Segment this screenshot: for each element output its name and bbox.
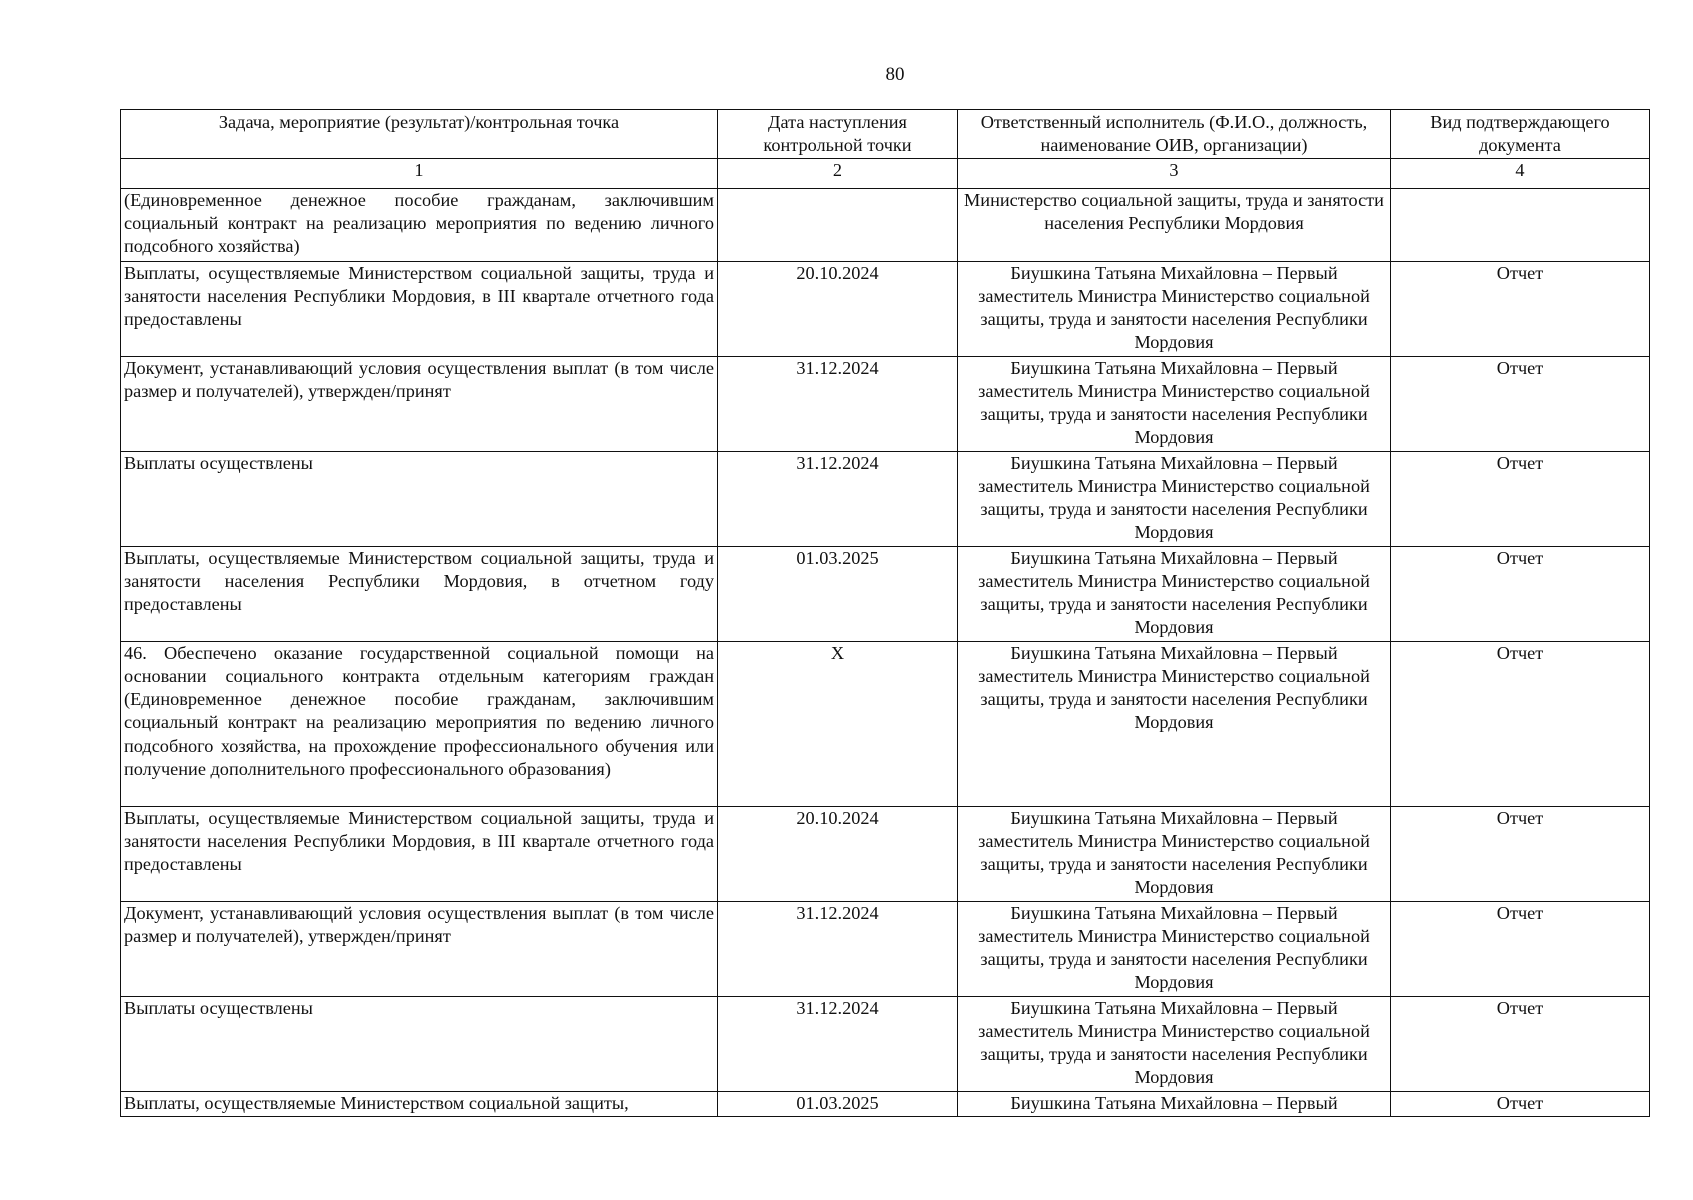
task-cell: Выплаты осуществлены [121, 451, 718, 546]
responsible-cell: Биушкина Татьяна Михайловна – Первый заместитель Министра Министерство социальной защиты, труда и занятости населения Республики Мордовия [958, 901, 1391, 996]
date-cell: 31.12.2024 [718, 451, 958, 546]
table-row [121, 451, 1650, 546]
document-type-cell: Отчет [1391, 996, 1650, 1091]
responsible-cell: Биушкина Татьяна Михайловна – Первый заместитель Министра Министерство социальной защиты, труда и занятости населения Республики Мордовия [958, 806, 1391, 901]
column-number-row [121, 158, 1650, 188]
task-cell: Выплаты, осуществляемые Министерством социальной защиты, труда и занятости населения Республики Мордовия, в отчетном году предоставлены [121, 546, 718, 641]
document-type-cell: Отчет [1391, 806, 1650, 901]
table-row [121, 806, 1650, 901]
table-row [121, 641, 1650, 806]
document-type-cell: Отчет [1391, 901, 1650, 996]
responsible-cell: Биушкина Татьяна Михайловна – Первый заместитель Министра Министерство социальной защиты, труда и занятости населения Республики Мордовия [958, 546, 1391, 641]
header-document-type: Вид подтверждающего документа [1391, 110, 1650, 159]
task-cell: 46. Обеспечено оказание государственной социальной помощи на основании социального контракта отдельным категориям граждан (Единовременное денежное пособие гражданам, заключившим социальный контракт на реализацию мероприятия по ведению личного подсобного хозяйства, на прохождение профессионального обучения или получение дополнительного профессионального образования) [121, 641, 718, 806]
table-row [121, 546, 1650, 641]
task-cell: Выплаты, осуществляемые Министерством социальной защиты, труда и занятости населения Республики Мордовия, в III квартале отчетного года предоставлены [121, 261, 718, 356]
responsible-cell: Министерство социальной защиты, труда и занятости населения Республики Мордовия [958, 188, 1391, 261]
responsible-cell: Биушкина Татьяна Михайловна – Первый [958, 1091, 1391, 1116]
date-cell: 01.03.2025 [718, 1091, 958, 1116]
task-cell: Документ, устанавливающий условия осуществления выплат (в том числе размер и получателей), утвержден/принят [121, 901, 718, 996]
responsible-cell: Биушкина Татьяна Михайловна – Первый заместитель Министра Министерство социальной защиты, труда и занятости населения Республики Мордовия [958, 261, 1391, 356]
table-row [121, 188, 1650, 261]
table-row [121, 261, 1650, 356]
responsible-cell: Биушкина Татьяна Михайловна – Первый заместитель Министра Министерство социальной защиты, труда и занятости населения Республики Мордовия [958, 996, 1391, 1091]
table-row [121, 1091, 1650, 1116]
document-type-cell: Отчет [1391, 546, 1650, 641]
responsible-cell: Биушкина Татьяна Михайловна – Первый заместитель Министра Министерство социальной защиты, труда и занятости населения Республики Мордовия [958, 641, 1391, 806]
header-task: Задача, мероприятие (результат)/контрольная точка [121, 110, 718, 159]
header-date: Дата наступления контрольной точки [718, 110, 958, 159]
document-type-cell: Отчет [1391, 261, 1650, 356]
header-responsible: Ответственный исполнитель (Ф.И.О., должность, наименование ОИВ, организации) [958, 110, 1391, 159]
column-number: 3 [958, 158, 1391, 188]
document-type-cell: Отчет [1391, 1091, 1650, 1116]
column-number: 1 [121, 158, 718, 188]
task-cell: Выплаты, осуществляемые Министерством социальной защиты, труда и занятости населения Республики Мордовия, в III квартале отчетного года предоставлены [121, 806, 718, 901]
document-type-cell: Отчет [1391, 451, 1650, 546]
document-type-cell [1391, 188, 1650, 261]
table-row [121, 901, 1650, 996]
document-type-cell: Отчет [1391, 356, 1650, 451]
task-cell: Выплаты осуществлены [121, 996, 718, 1091]
column-number: 4 [1391, 158, 1650, 188]
date-cell: 01.03.2025 [718, 546, 958, 641]
control-points-table [120, 109, 1650, 1117]
column-number: 2 [718, 158, 958, 188]
page-number: 80 [885, 64, 905, 85]
task-cell: (Единовременное денежное пособие гражданам, заключившим социальный контракт на реализацию мероприятия по ведению личного подсобного хозяйства) [121, 188, 718, 261]
table-header-row [121, 110, 1650, 159]
date-cell: Х [718, 641, 958, 806]
date-cell: 20.10.2024 [718, 806, 958, 901]
date-cell: 31.12.2024 [718, 996, 958, 1091]
task-cell: Документ, устанавливающий условия осуществления выплат (в том числе размер и получателей), утвержден/принят [121, 356, 718, 451]
table-row [121, 356, 1650, 451]
date-cell: 31.12.2024 [718, 901, 958, 996]
table-row [121, 996, 1650, 1091]
responsible-cell: Биушкина Татьяна Михайловна – Первый заместитель Министра Министерство социальной защиты, труда и занятости населения Республики Мордовия [958, 451, 1391, 546]
responsible-cell: Биушкина Татьяна Михайловна – Первый заместитель Министра Министерство социальной защиты, труда и занятости населения Республики Мордовия [958, 356, 1391, 451]
date-cell: 20.10.2024 [718, 261, 958, 356]
date-cell: 31.12.2024 [718, 356, 958, 451]
document-type-cell: Отчет [1391, 641, 1650, 806]
task-cell: Выплаты, осуществляемые Министерством социальной защиты, [121, 1091, 718, 1116]
date-cell [718, 188, 958, 261]
